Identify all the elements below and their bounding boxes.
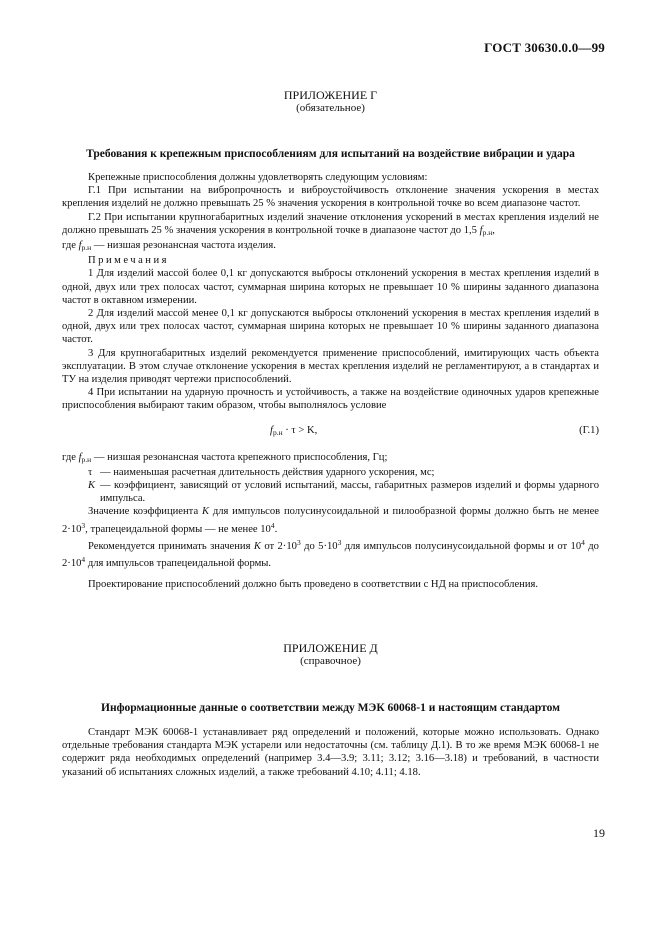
definition-tau: τ — наименьшая расчетная длительность действия ударного ускорения, мс; [88,466,435,478]
k-value-paragraph: Значение коэффициента K для импульсов полусинусоидальной и пилообразной формы должно быть не менее $2\cdot 10^3$, трапецеидальной формы — не менее $10^4$. [62,506,600,535]
formula-g1 [62,421,599,445]
note-4: 4 При испытании на ударную прочность и устойчивость, а также на воздействие одиночных ударов крепежные приспособления выбирают таким образом, чтобы выполнялось условие [62,387,599,412]
clause-g2: Г.2 При испытании крупногабаритных изделий значение отклонения ускорений в местах крепления изделий не должно превышать 25 % значения ускорения в контрольной точке в диапазоне частот до 1,5 $f_{р.н}$, [62,211,599,237]
page-number: 19 [593,826,605,840]
formula-number: (Г.1) [579,424,599,436]
formula-definitions [62,451,599,506]
clause-g1: Г.1 При испытании на вибропрочность и виброустойчивость отклонение значения ускорения в местах крепления изделий не должно превышать 25 % значения ускорения в контрольной точке во всем диапазоне частот. [62,185,599,210]
note-2: 2 Для изделий массой менее 0,1 кг допускаются выбросы отклонений ускорения в местах крепления изделий в одной, двух или трех полосах частот, суммарная ширина которых не превышает 10 % ширины заданного диапазона частот. [62,308,599,346]
standard-code: ГОСТ 30630.0.0—99 [484,40,605,55]
appendix-g-title: ПРИЛОЖЕНИЕ Г [283,88,378,102]
appendix-d-body [62,726,599,779]
appendix-g-heading: Требования к крепежным приспособлениям для испытаний на воздействие вибрации и удара [86,148,575,160]
k-recommendation-paragraph: Рекомендуется принимать значения K от $2\cdot 10^3$ до $5\cdot 10^3$ для импульсов полусинусоидальной формы и от $10^4$ до $2\cdot 10^4$ для импульсов трапецеидальной формы. [62,537,599,570]
notes-label: Примечания [88,255,169,267]
definition-f: где $f_{р.н}$ — низшая резонансная частота крепежного приспособления, Гц; [62,451,388,464]
appendix-g-status: (обязательное) [296,102,365,114]
appendix-g-body [62,171,599,591]
intro-paragraph: Крепежные приспособления должны удовлетворять следующим условиям: [88,172,428,183]
note-3: 3 Для крупногабаритных изделий рекомендуется применение приспособлений, имитирующих часть объекта эксплуатации. В этом случае отклонение ускорения в местах крепления изделий не регламентируют, а в стандартах и ТУ на изделия приводят чертежи приспособлений. [62,347,599,386]
appendix-d-title: ПРИЛОЖЕНИЕ Д [283,641,378,655]
design-paragraph: Проектирование приспособлений должно быть проведено в соответствии с НД на приспособления. [88,579,539,591]
appendix-d-status: (справочное) [300,655,361,667]
definition-k: K — коэффициент, зависящий от условий испытаний, массы, габаритных размеров изделий и формы ударного импульса. [88,480,599,505]
note-1: 1 Для изделий массой более 0,1 кг допускаются выбросы отклонений ускорения в местах крепления изделий в одной, двух или трех полосах частот, суммарная ширина которых не превышает 10 % ширины заданного диапазона частот в октавном измерении. [62,268,599,306]
clause-g2-definition: где $f_{р.н}$ — низшая резонансная частота изделия. [62,240,276,253]
appendix-d-paragraph: Стандарт МЭК 60068-1 устанавливает ряд определений и положений, которые можно использовать. Однако отдельные требования стандарта МЭК устарели или недостаточны (см. таблицу Д.1). В то же время МЭК 60068-1 не содержит ряда необходимых определений (например 3.4—3.9; 3.11; 3.12; 3.16—3.18) и требований, в частности указаний об испытаниях сложных изделий, а также требований 4.10; 4.11; 4.18. [62,727,599,778]
formula-expression: $f_{р.н} \cdot \tau > K$, [270,424,318,437]
appendix-d-heading: Информационные данные о соответствии между МЭК 60068-1 и настоящим стандартом [101,702,560,714]
